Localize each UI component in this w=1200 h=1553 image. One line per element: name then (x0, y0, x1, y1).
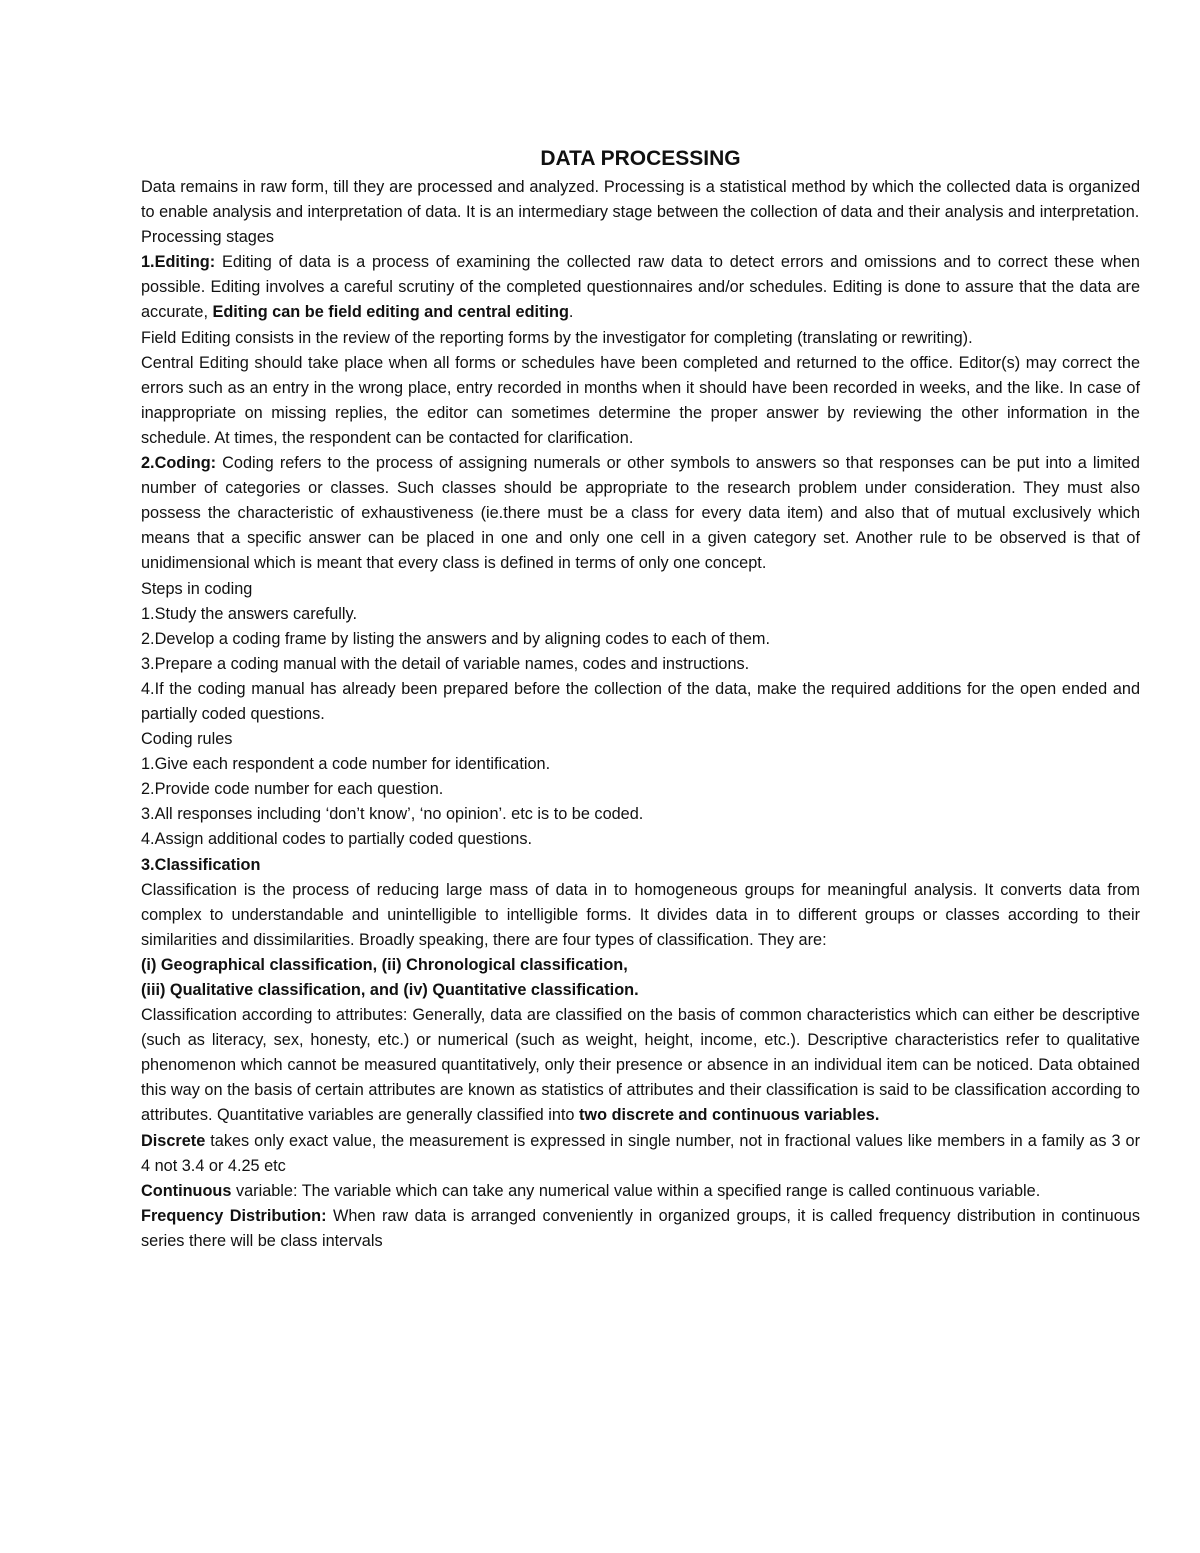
continuous-label: Continuous (141, 1181, 232, 1200)
rule-item: 1.Give each respondent a code number for identification. (141, 755, 551, 774)
coding-paragraph (141, 451, 1140, 576)
editing-label: 1.Editing: (141, 253, 216, 272)
continuous-paragraph (141, 1179, 1140, 1204)
classification-paragraph: Classification is the process of reducing large mass of data in to homogeneous groups for meaningful analysis. It converts data from complex to understandable and unintelligible to intelligible forms. It divides data in to different groups or classes according to their similarities and dissimilarities. Broadly speaking, there are four types of classification. They are: (141, 880, 1140, 949)
page-title: DATA PROCESSING (540, 147, 741, 170)
intro-paragraph: Data remains in raw form, till they are processed and analyzed. Processing is a statistical method by which the collected data is organized to enable analysis and interpretation of data. It is an intermediary stage between the collection of data and their analysis and interpretation. (141, 178, 1140, 222)
classification-heading: 3.Classification (141, 855, 261, 874)
coding-label: 2.Coding: (141, 454, 217, 473)
processing-stages-heading: Processing stages (141, 228, 275, 247)
document-page (141, 145, 1140, 1254)
field-editing-paragraph: Field Editing consists in the review of the reporting forms by the investigator for completing (translating or rewriting). (141, 328, 973, 347)
rule-item: 4.Assign additional codes to partially coded questions. (141, 830, 532, 849)
rules-heading: Coding rules (141, 730, 233, 749)
editing-bold-text: Editing can be field editing and central editing (212, 303, 569, 322)
discrete-text: takes only exact value, the measurement is expressed in single number, not in fractional values like members in a family as 3 or 4 not 3.4 or 4.25 etc (141, 1131, 1140, 1175)
steps-heading: Steps in coding (141, 579, 253, 598)
step-item: 3.Prepare a coding manual with the detail of variable names, codes and instructions. (141, 654, 750, 673)
editing-text: Editing of data is a process of examining the collected raw data to detect errors and omissions and to correct these when possible. Editing involves a careful scrutiny of the completed questionnaires and/or schedules. Editing is done to assure that the data are accurate, (141, 253, 1140, 322)
step-item: 2.Develop a coding frame by listing the answers and by aligning codes to each of them. (141, 629, 771, 648)
attributes-paragraph (141, 1003, 1140, 1128)
step-item: 1.Study the answers carefully. (141, 604, 357, 623)
attributes-bold-text: two discrete and continuous variables. (579, 1106, 880, 1125)
classification-types-line-1: (i) Geographical classification, (ii) Chronological classification, (141, 955, 628, 974)
attributes-text: Classification according to attributes: Generally, data are classified on the basis of common characteristics which can either be descriptive (such as literacy, sex, honesty, etc.) or numerical (such as weight, height, income, etc.). Descriptive characteristics refer to qualitative phenomenon which cannot be measured quantitatively, only their presence or absence in an individual item can be noticed. Data obtained this way on the basis of certain attributes are known as statistics of attributes and their classification is said to be classification according to attributes. Quantitative variables are generally classified into (141, 1006, 1140, 1125)
classification-types-line-2: (iii) Qualitative classification, and (iv) Quantitative classification. (141, 981, 639, 999)
rule-item: 2.Provide code number for each question. (141, 780, 444, 799)
editing-paragraph (141, 250, 1140, 325)
continuous-text: variable: The variable which can take any numerical value within a specified range is called continuous variable. (231, 1181, 1041, 1200)
frequency-paragraph (141, 1204, 1140, 1254)
frequency-label: Frequency Distribution: (141, 1206, 327, 1225)
frequency-text: When raw data is arranged conveniently in organized groups, it is called frequency distribution in continuous series there will be class intervals (141, 1206, 1140, 1250)
discrete-label: Discrete (141, 1131, 206, 1150)
rule-item: 3.All responses including ‘don’t know’, ‘no opinion’. etc is to be coded. (141, 805, 644, 824)
coding-text: Coding refers to the process of assigning numerals or other symbols to answers so that responses can be put into a limited number of categories or classes. Such classes should be appropriate to the research problem under consideration. They must also possess the characteristic of exhaustiveness (ie.there must be a class for every data item) and also that of mutual exclusively which means that a specific answer can be placed in one and only one cell in a given category set. Another rule to be observed is that of unidimensional which is meant that every class is defined in terms of only one concept. (141, 454, 1140, 573)
editing-end: . (568, 303, 574, 322)
central-editing-paragraph: Central Editing should take place when all forms or schedules have been completed and returned to the office. Editor(s) may correct the errors such as an entry in the wrong place, entry recorded in months when it should have been recorded in weeks, and the like. In case of inappropriate on missing replies, the editor can sometimes determine the proper answer by reviewing the other information in the schedule. At times, the respondent can be contacted for clarification. (141, 353, 1140, 447)
step-item: 4.If the coding manual has already been prepared before the collection of the data, make the required additions for the open ended and partially coded questions. (141, 679, 1140, 723)
discrete-paragraph (141, 1129, 1140, 1179)
